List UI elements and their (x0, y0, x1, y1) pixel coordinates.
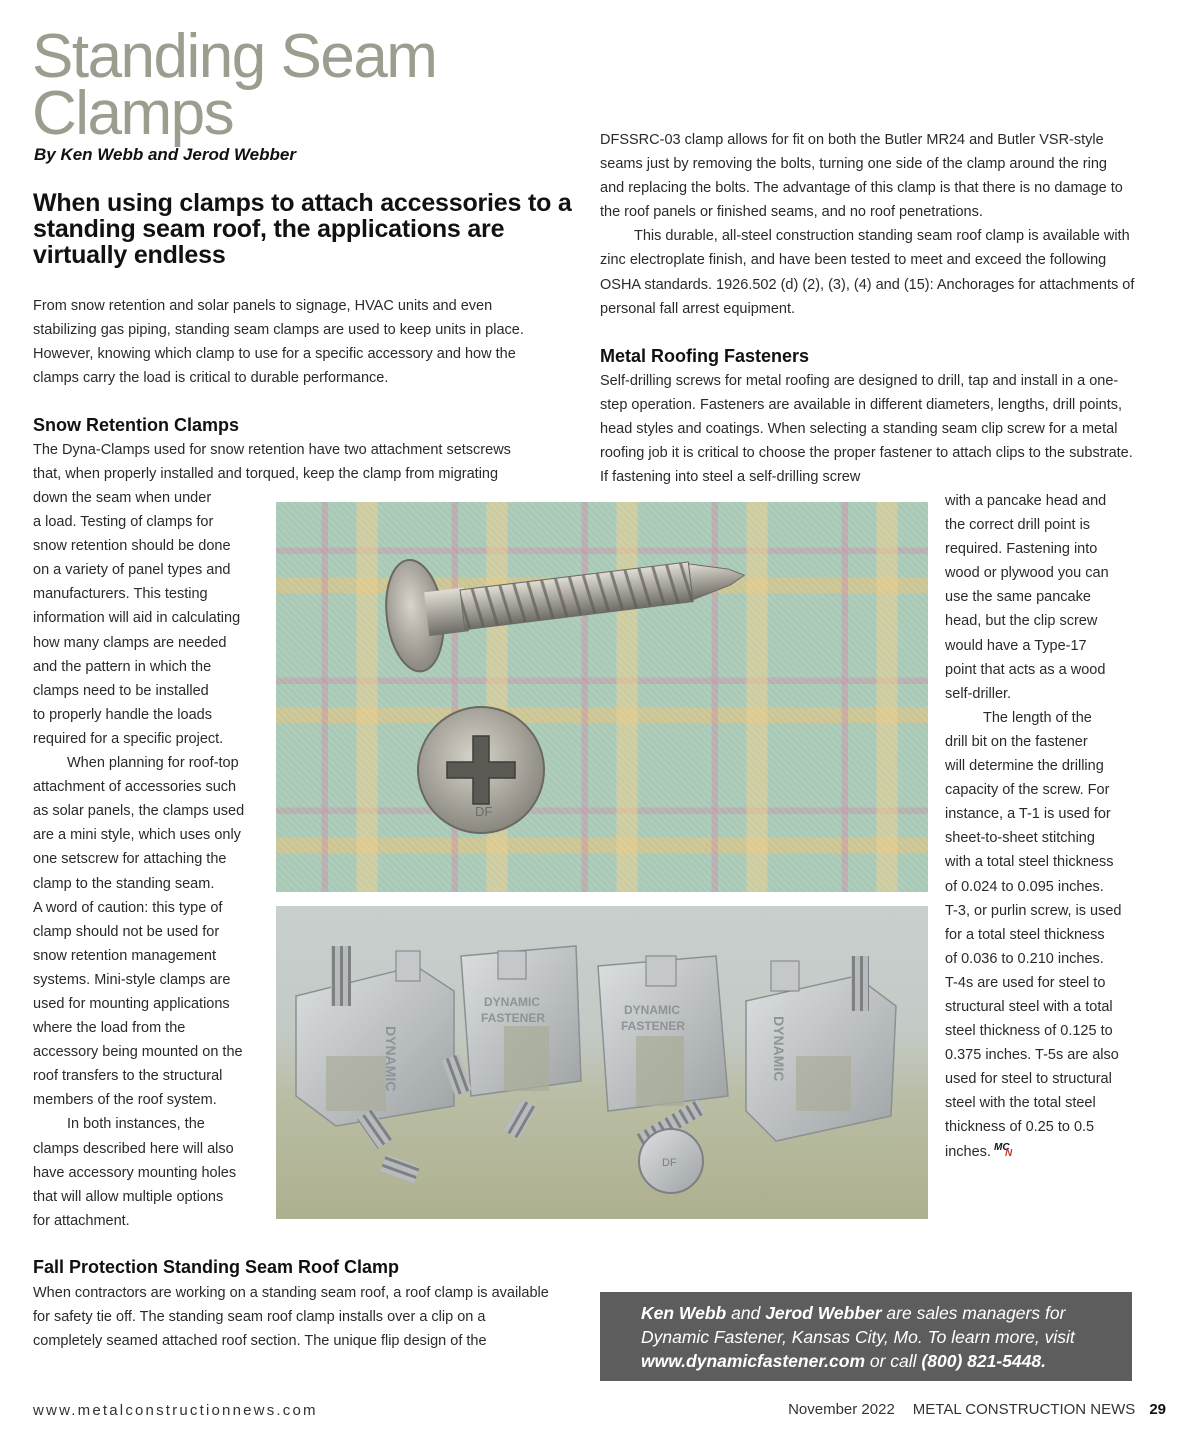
self-drilling-screw (380, 520, 751, 675)
svg-text:DYNAMIC: DYNAMIC (484, 995, 540, 1009)
fasteners-last-line: inches. (945, 1143, 991, 1160)
clamp-2 (461, 946, 581, 1096)
clamp-1 (296, 946, 454, 1126)
author-name-2: Jerod Webber (765, 1303, 882, 1323)
bio-text-1: are sales managers for Dynamic Fastener, Kansas City, Mo. To learn more, visit (641, 1303, 1075, 1347)
fasteners-line: used for steel to structural (945, 1071, 1112, 1088)
fasteners-line: thickness of 0.25 to 0.5 (945, 1119, 1095, 1136)
screws-illustration (276, 502, 928, 892)
svg-text:DYNAMIC: DYNAMIC (771, 1016, 787, 1082)
snow-line: for attachment. (33, 1212, 130, 1229)
fasteners-line: head, but the clip screw (945, 613, 1098, 630)
page-number: 29 (1149, 1401, 1166, 1418)
fasteners-line: the correct drill point is (945, 517, 1091, 534)
svg-text:N: N (1004, 1147, 1013, 1158)
fall-heading: Fall Protection Standing Seam Roof Clamp (33, 1257, 400, 1277)
snow-line: accessory being mounted on the (33, 1044, 243, 1061)
fasteners-line: of 0.024 to 0.095 inches. (945, 878, 1104, 895)
fasteners-line: 0.375 inches. T-5s are also (945, 1047, 1119, 1064)
intro-text: From snow retention and solar panels to signage, HVAC units and even stabilizing gas piping, standing seam clamps are used to keep units in place. However, knowing which clamp to use for a specific accessory and how the clamps carry the load is critical to durable performance. (33, 298, 524, 387)
article-title (32, 22, 437, 148)
snow-line: a load. Testing of clamps for (33, 514, 214, 531)
footer-info (788, 1401, 1166, 1418)
fasteners-line: self-driller. (945, 685, 1012, 702)
snow-line: roof transfers to the structural (33, 1068, 223, 1085)
snow-line: that will allow multiple options (33, 1188, 224, 1205)
fasteners-line (945, 1140, 1145, 1164)
fasteners-line: use the same pancake (945, 589, 1091, 606)
snow-line: snow retention management (33, 947, 216, 964)
fasteners-line: wood or plywood you can (945, 565, 1109, 582)
snow-line: used for mounting applications (33, 995, 230, 1012)
snow-column (33, 486, 273, 1233)
snow-lead-text: The Dyna-Clamps used for snow retention have two attachment setscrews that, when properly installed and torqued, keep the clamp from migrating (33, 442, 511, 483)
snow-heading: Snow Retention Clamps (33, 415, 240, 435)
osha-paragraph: This durable, all-steel construction standing seam roof clamp is available with zinc electroplate finish, and have been tested to meet and exceed the following OSHA standards. 1926.502 (d) (2), (3), (4) and (15): Anchorages for attachments of personal fall arrest equipment. (600, 228, 1135, 317)
fasteners-line: The length of the (983, 709, 1092, 726)
clamps-illustration (276, 906, 928, 1219)
fasteners-line: T-3, or purlin screw, is used (945, 902, 1122, 919)
fasteners-line: with a pancake head and (945, 493, 1107, 509)
fasteners-line: for a total steel thickness (945, 926, 1105, 943)
snow-line: clamps need to be installed (33, 682, 209, 699)
fasteners-line: point that acts as a wood (945, 661, 1106, 678)
fasteners-line: with a total steel thickness (945, 854, 1114, 871)
snow-line: as solar panels, the clamps used (33, 803, 245, 820)
snow-line: When planning for roof-top (67, 755, 239, 772)
footer-website[interactable]: www.metalconstructionnews.com (33, 1402, 318, 1419)
author-bio-box (600, 1292, 1132, 1381)
bio-text-2: or call (865, 1351, 922, 1371)
svg-text:DYNAMIC: DYNAMIC (383, 1026, 399, 1092)
snow-line: how many clamps are needed (33, 634, 227, 651)
snow-line: and the pattern in which the (33, 658, 212, 675)
fasteners-heading: Metal Roofing Fasteners (600, 346, 810, 366)
fasteners-lead (600, 369, 1137, 489)
screw-head-top (418, 707, 544, 833)
svg-text:DF: DF (475, 804, 493, 819)
svg-text:FASTENER: FASTENER (481, 1011, 546, 1025)
svg-text:MC: MC (993, 1141, 1010, 1153)
clamps-photo (276, 906, 928, 1219)
byline: By Ken Webb and Jerod Webber (34, 145, 296, 164)
fall-paragraph (33, 1281, 553, 1353)
snow-line: required for a specific project. (33, 730, 224, 747)
snow-line: one setscrew for attaching the (33, 851, 227, 868)
snow-line: A word of caution: this type of (33, 899, 223, 916)
setscrew (503, 1099, 537, 1139)
fasteners-line: of 0.036 to 0.210 inches. (945, 950, 1104, 967)
fasteners-column (945, 489, 1145, 1164)
intro-paragraph (33, 294, 558, 390)
fasteners-line: will determine the drilling (945, 758, 1104, 775)
fasteners-line: steel with the total steel (945, 1095, 1096, 1112)
fasteners-line: sheet-to-sheet stitching (945, 830, 1095, 847)
right-column-top (600, 128, 1135, 321)
snow-line: snow retention should be done (33, 538, 231, 555)
fasteners-line: required. Fastening into (945, 541, 1098, 558)
fasteners-line: instance, a T-1 is used for (945, 806, 1111, 823)
svg-text:DYNAMIC: DYNAMIC (624, 1003, 680, 1017)
fasteners-line: would have a Type-17 (945, 637, 1087, 654)
setscrew (380, 1154, 420, 1183)
snow-line: In both instances, the (67, 1116, 205, 1133)
fasteners-line: drill bit on the fastener (945, 733, 1088, 750)
snow-lead (33, 438, 543, 486)
snow-line: clamps described here will also (33, 1140, 234, 1157)
snow-line: members of the roof system. (33, 1092, 217, 1109)
fasteners-lead-text: Self-drilling screws for metal roofing are designed to drill, tap and install in a one-step operation. Fasteners are available in different diameters, lengths, drill points, head styles and coatings. When selecting a standing seam clip screw for a metal roofing job it is critical to choose the proper fastener to attach clips to the substrate. If fastening into steel a self-drilling screw (600, 373, 1133, 486)
fasteners-line: T-4s are used for steel to (945, 974, 1106, 991)
article-dek: When using clamps to attach accessories to a standing seam roof, the applications are virtually endless (33, 189, 572, 269)
screws-photo (276, 502, 928, 892)
title-line-1: Standing Seam (32, 22, 437, 91)
fall-text: When contractors are working on a standing seam roof, a roof clamp is available for safety tie off. The standing seam roof clamp installs over a clip on a completely seamed attached roof section. The unique flip design of the (33, 1285, 549, 1350)
snow-line: information will aid in calculating (33, 610, 241, 627)
snow-line: clamp to the standing seam. (33, 875, 215, 892)
bio-period: . (1041, 1351, 1046, 1371)
company-url[interactable]: www.dynamicfastener.com (641, 1351, 866, 1371)
svg-text:FASTENER: FASTENER (621, 1019, 686, 1033)
snow-line: attachment of accessories such (33, 779, 237, 796)
snow-line: manufacturers. This testing (33, 586, 208, 603)
clamp-4 (746, 956, 896, 1141)
snow-line: to properly handle the loads (33, 706, 212, 723)
snow-line: systems. Mini-style clamps are (33, 971, 231, 988)
clamp-3 (598, 956, 728, 1111)
snow-line: down the seam when under (33, 490, 212, 506)
fasteners-line: capacity of the screw. For (945, 782, 1110, 799)
author-name-1: Ken Webb (641, 1303, 727, 1323)
end-mark-icon (993, 1140, 1019, 1158)
phone-number: (800) 821-5448 (921, 1351, 1042, 1371)
snow-line: have accessory mounting holes (33, 1164, 237, 1181)
snow-line: clamp should not be used for (33, 923, 220, 940)
title-line-2: Clamps (32, 79, 234, 148)
bio-and: and (726, 1303, 766, 1323)
clamp-paragraph: DFSSRC-03 clamp allows for fit on both the Butler MR24 and Butler VSR-style seams just by removing the bolts, turning one side of the clamp around the ring and replacing the bolts. The advantage of this clamp is that there is no damage to the roof panels or finished seams, and no roof penetrations. (600, 132, 1123, 221)
issue-date: November 2022 (788, 1401, 895, 1418)
snow-line: on a variety of panel types and (33, 562, 231, 579)
snow-line: are a mini style, which uses only (33, 827, 241, 844)
svg-text:DF: DF (662, 1157, 677, 1169)
publication-name: METAL CONSTRUCTION NEWS (912, 1401, 1136, 1418)
fasteners-line: steel thickness of 0.125 to (945, 1023, 1113, 1040)
fasteners-line: structural steel with a total (945, 998, 1113, 1015)
snow-line: where the load from the (33, 1020, 186, 1037)
